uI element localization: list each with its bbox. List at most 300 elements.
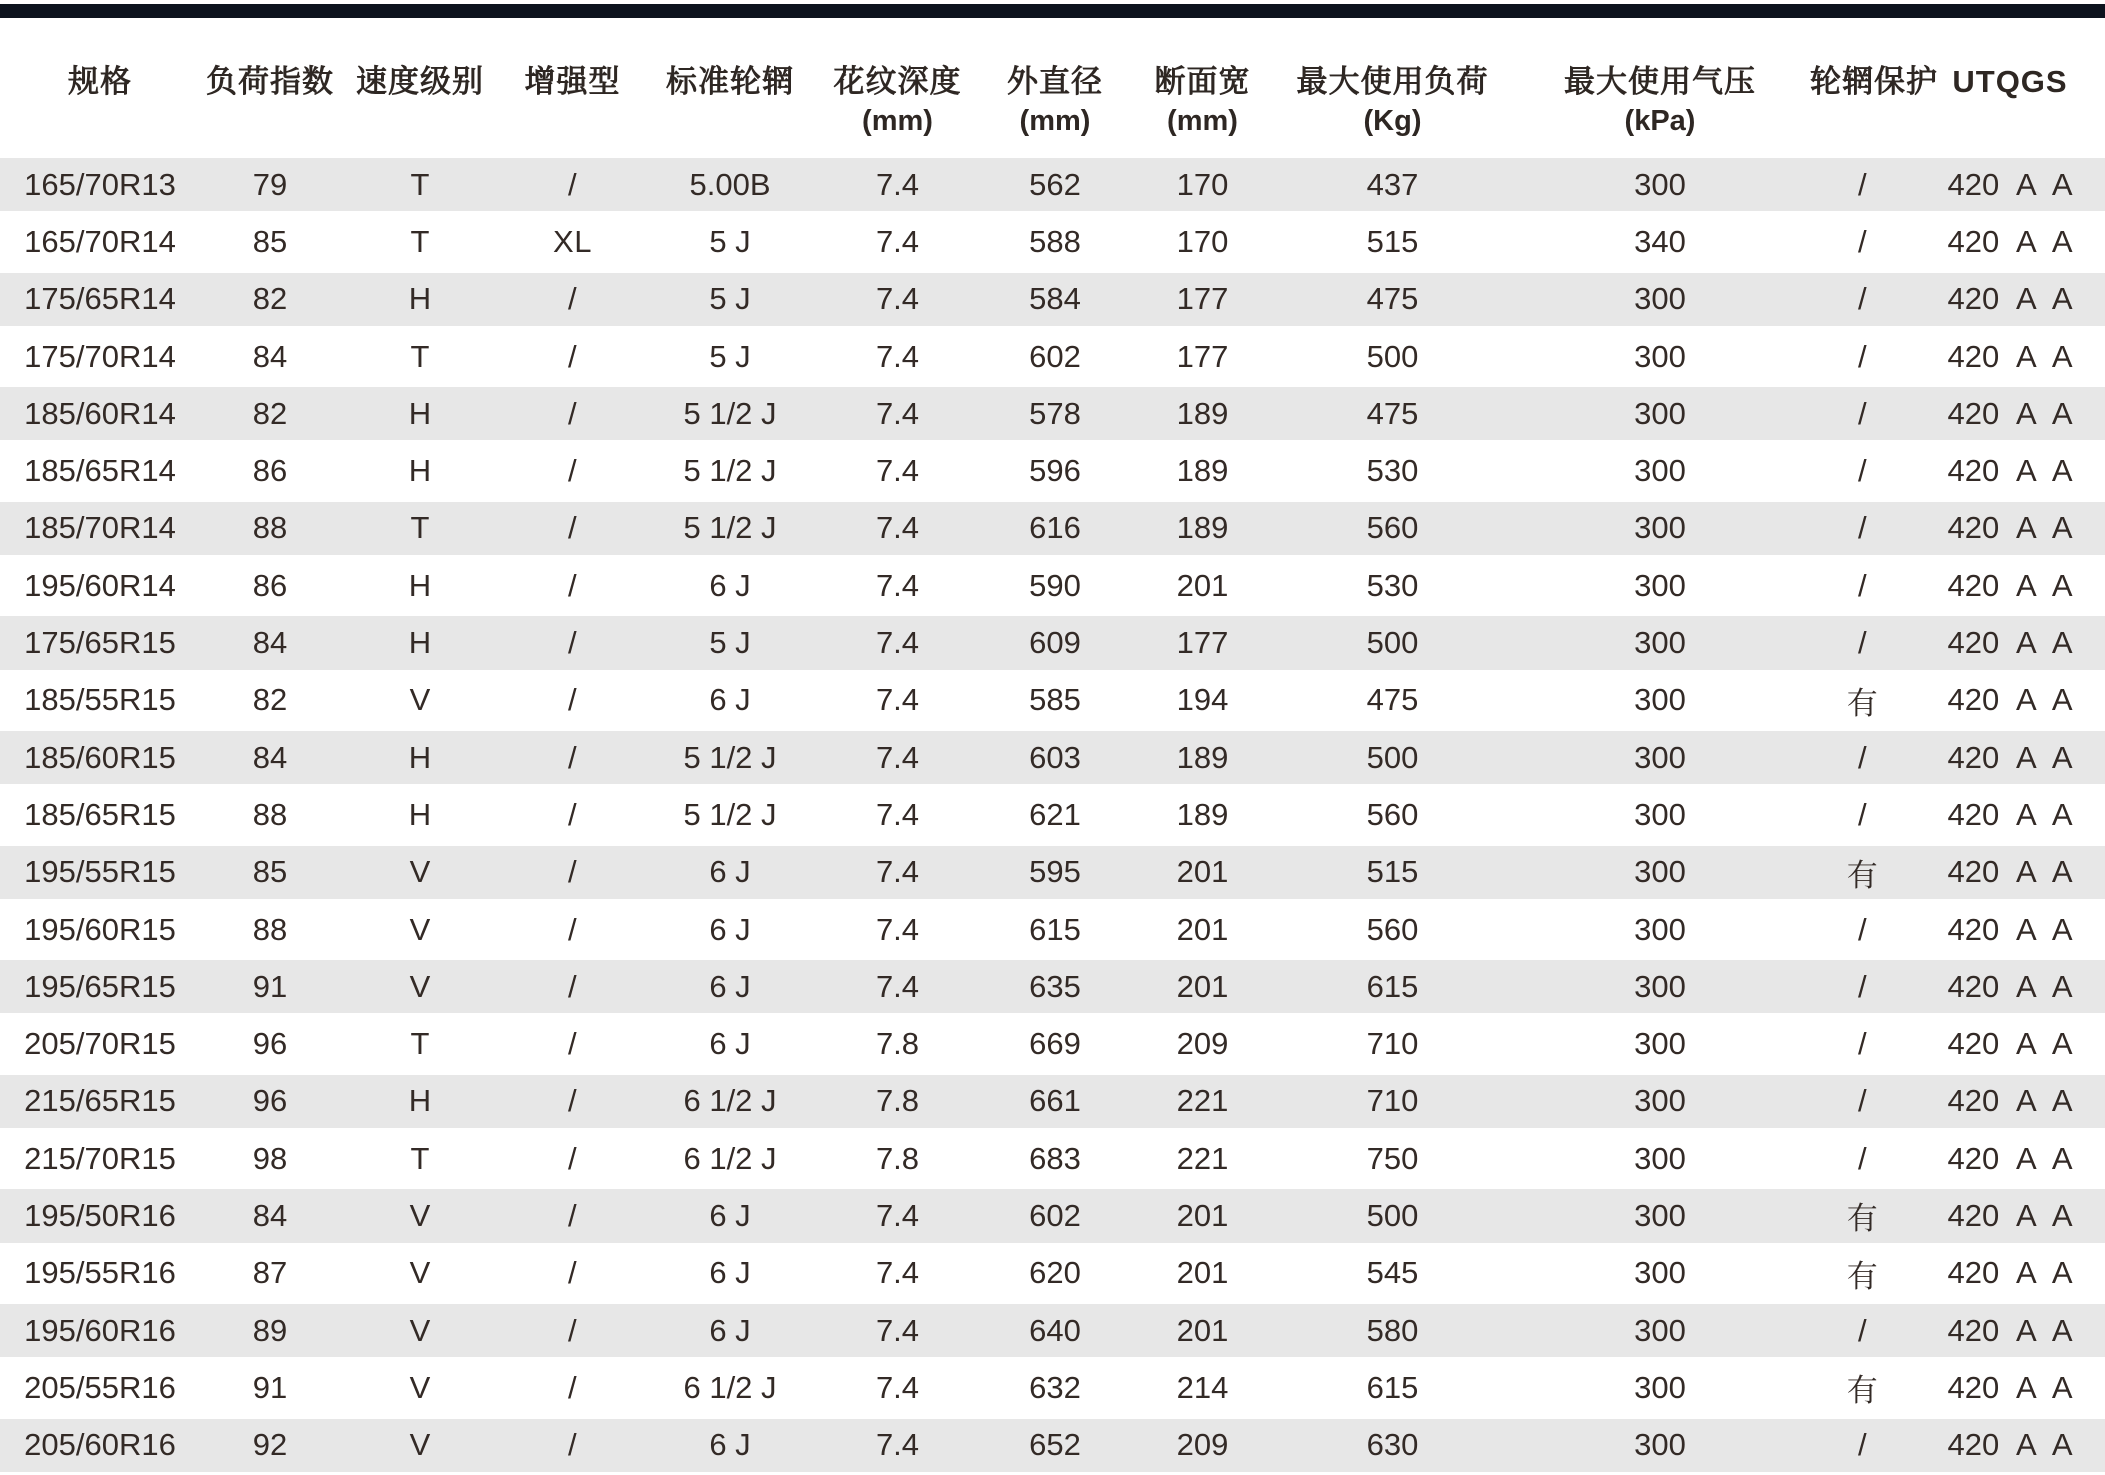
table-row bbox=[0, 1073, 2105, 1130]
table-cell-reinforced: / bbox=[500, 672, 645, 729]
table-cell-section_width: 201 bbox=[1130, 557, 1275, 614]
table-cell-spec: 195/60R16 bbox=[0, 1302, 200, 1359]
table-cell-outer_diameter: 590 bbox=[980, 557, 1130, 614]
table-cell-rim: 6 J bbox=[645, 672, 815, 729]
table-cell-load_index: 84 bbox=[200, 1187, 340, 1244]
table-cell-speed: V bbox=[340, 1302, 500, 1359]
table-cell-rim: 5 J bbox=[645, 213, 815, 270]
table-cell-speed: H bbox=[340, 614, 500, 671]
table-cell-section_width: 177 bbox=[1130, 614, 1275, 671]
column-header-reinforced bbox=[500, 18, 645, 156]
table-row bbox=[0, 1302, 2105, 1359]
table-cell-max_pressure: 300 bbox=[1510, 1073, 1810, 1130]
column-header-rim_protection bbox=[1810, 18, 1938, 156]
table-cell-rim: 6 J bbox=[645, 1187, 815, 1244]
table-cell-max_load: 515 bbox=[1275, 844, 1510, 901]
table-cell-max_load: 475 bbox=[1275, 672, 1510, 729]
table-cell-max_load: 500 bbox=[1275, 729, 1510, 786]
table-cell-tread_depth: 7.4 bbox=[815, 672, 980, 729]
table-cell-tread_depth: 7.4 bbox=[815, 1359, 980, 1416]
table-cell-max_load: 710 bbox=[1275, 1015, 1510, 1072]
table-cell-spec: 165/70R14 bbox=[0, 213, 200, 270]
table-row bbox=[0, 958, 2105, 1015]
table-cell-tread_depth: 7.4 bbox=[815, 1302, 980, 1359]
table-cell-spec: 175/65R15 bbox=[0, 614, 200, 671]
table-cell-max_pressure: 300 bbox=[1510, 557, 1810, 614]
table-row bbox=[0, 1417, 2105, 1472]
table-cell-spec: 185/60R15 bbox=[0, 729, 200, 786]
table-cell-rim_protection: / bbox=[1810, 557, 1915, 614]
table-cell-rim: 5 1/2 J bbox=[645, 442, 815, 499]
table-cell-max_load: 545 bbox=[1275, 1245, 1510, 1302]
table-cell-rim_protection: 有 bbox=[1810, 1359, 1915, 1416]
table-cell-speed: V bbox=[340, 672, 500, 729]
column-header-label: 轮辋保护 bbox=[1810, 64, 1938, 99]
table-cell-max_load: 580 bbox=[1275, 1302, 1510, 1359]
table-cell-reinforced: / bbox=[500, 958, 645, 1015]
table-cell-speed: V bbox=[340, 958, 500, 1015]
table-cell-rim_protection: / bbox=[1810, 614, 1915, 671]
table-cell-section_width: 170 bbox=[1130, 156, 1275, 213]
table-row bbox=[0, 1130, 2105, 1187]
table-cell-utqgs: 420 A A bbox=[1915, 1417, 2105, 1472]
table-cell-reinforced: / bbox=[500, 500, 645, 557]
table-cell-speed: H bbox=[340, 442, 500, 499]
table-cell-load_index: 82 bbox=[200, 672, 340, 729]
table-cell-tread_depth: 7.8 bbox=[815, 1015, 980, 1072]
table-cell-reinforced: / bbox=[500, 901, 645, 958]
table-cell-max_load: 475 bbox=[1275, 271, 1510, 328]
table-cell-speed: V bbox=[340, 901, 500, 958]
table-cell-section_width: 189 bbox=[1130, 729, 1275, 786]
table-cell-reinforced: / bbox=[500, 1302, 645, 1359]
table-cell-max_pressure: 300 bbox=[1510, 1015, 1810, 1072]
table-cell-max_load: 530 bbox=[1275, 442, 1510, 499]
column-header-unit: (mm) bbox=[1019, 105, 1091, 137]
table-cell-outer_diameter: 620 bbox=[980, 1245, 1130, 1302]
table-cell-section_width: 214 bbox=[1130, 1359, 1275, 1416]
table-cell-max_pressure: 300 bbox=[1510, 1187, 1810, 1244]
table-cell-rim_protection: / bbox=[1810, 442, 1915, 499]
table-cell-reinforced: / bbox=[500, 156, 645, 213]
table-cell-tread_depth: 7.4 bbox=[815, 213, 980, 270]
table-cell-spec: 195/55R15 bbox=[0, 844, 200, 901]
column-header-unit: (mm) bbox=[862, 105, 933, 137]
table-row bbox=[0, 614, 2105, 671]
column-header-max_pressure bbox=[1510, 18, 1810, 156]
table-cell-rim_protection: / bbox=[1810, 1417, 1915, 1472]
table-cell-max_load: 615 bbox=[1275, 1359, 1510, 1416]
table-cell-outer_diameter: 562 bbox=[980, 156, 1130, 213]
table-cell-speed: T bbox=[340, 1130, 500, 1187]
table-cell-rim: 5 1/2 J bbox=[645, 385, 815, 442]
table-cell-rim_protection: / bbox=[1810, 271, 1915, 328]
table-cell-rim_protection: / bbox=[1810, 901, 1915, 958]
table-row bbox=[0, 557, 2105, 614]
table-cell-max_load: 500 bbox=[1275, 1187, 1510, 1244]
column-header-label: 外直径 bbox=[1007, 64, 1103, 99]
table-cell-spec: 195/55R16 bbox=[0, 1245, 200, 1302]
table-cell-tread_depth: 7.8 bbox=[815, 1130, 980, 1187]
table-cell-load_index: 88 bbox=[200, 786, 340, 843]
column-header-unit: (Kg) bbox=[1363, 105, 1422, 137]
table-cell-spec: 205/55R16 bbox=[0, 1359, 200, 1416]
table-cell-load_index: 86 bbox=[200, 442, 340, 499]
table-cell-tread_depth: 7.4 bbox=[815, 1245, 980, 1302]
table-cell-rim_protection: / bbox=[1810, 1015, 1915, 1072]
table-cell-outer_diameter: 640 bbox=[980, 1302, 1130, 1359]
table-cell-max_pressure: 300 bbox=[1510, 729, 1810, 786]
table-cell-section_width: 221 bbox=[1130, 1073, 1275, 1130]
table-cell-load_index: 88 bbox=[200, 901, 340, 958]
table-cell-max_pressure: 300 bbox=[1510, 385, 1810, 442]
table-cell-reinforced: / bbox=[500, 557, 645, 614]
table-row bbox=[0, 901, 2105, 958]
table-cell-rim: 5.00B bbox=[645, 156, 815, 213]
table-cell-spec: 215/70R15 bbox=[0, 1130, 200, 1187]
table-cell-spec: 185/65R15 bbox=[0, 786, 200, 843]
table-cell-reinforced: / bbox=[500, 442, 645, 499]
table-cell-spec: 205/70R15 bbox=[0, 1015, 200, 1072]
table-cell-max_load: 500 bbox=[1275, 614, 1510, 671]
column-header-label: 断面宽 bbox=[1154, 64, 1251, 99]
table-cell-section_width: 201 bbox=[1130, 958, 1275, 1015]
table-cell-rim_protection: 有 bbox=[1810, 672, 1915, 729]
table-row bbox=[0, 271, 2105, 328]
table-cell-rim: 5 J bbox=[645, 614, 815, 671]
table-cell-load_index: 82 bbox=[200, 385, 340, 442]
table-cell-spec: 195/50R16 bbox=[0, 1187, 200, 1244]
table-cell-tread_depth: 7.4 bbox=[815, 1187, 980, 1244]
table-cell-load_index: 86 bbox=[200, 557, 340, 614]
table-row bbox=[0, 1187, 2105, 1244]
table-cell-max_pressure: 300 bbox=[1510, 672, 1810, 729]
table-cell-max_pressure: 300 bbox=[1510, 958, 1810, 1015]
table-cell-section_width: 209 bbox=[1130, 1015, 1275, 1072]
table-cell-max_load: 515 bbox=[1275, 213, 1510, 270]
table-cell-reinforced: / bbox=[500, 271, 645, 328]
table-cell-load_index: 84 bbox=[200, 729, 340, 786]
table-cell-max_pressure: 300 bbox=[1510, 1130, 1810, 1187]
table-cell-utqgs: 420 A A bbox=[1915, 1015, 2105, 1072]
table-cell-outer_diameter: 669 bbox=[980, 1015, 1130, 1072]
column-header-rim bbox=[645, 18, 815, 156]
table-cell-load_index: 85 bbox=[200, 213, 340, 270]
column-header-label: 标准轮辋 bbox=[666, 64, 794, 99]
table-cell-rim_protection: / bbox=[1810, 1302, 1915, 1359]
table-cell-load_index: 82 bbox=[200, 271, 340, 328]
table-cell-load_index: 85 bbox=[200, 844, 340, 901]
table-cell-outer_diameter: 615 bbox=[980, 901, 1130, 958]
table-cell-load_index: 91 bbox=[200, 1359, 340, 1416]
table-cell-load_index: 84 bbox=[200, 328, 340, 385]
table-cell-utqgs: 420 A A bbox=[1915, 1245, 2105, 1302]
table-cell-outer_diameter: 602 bbox=[980, 328, 1130, 385]
table-cell-tread_depth: 7.4 bbox=[815, 1417, 980, 1472]
table-cell-speed: H bbox=[340, 385, 500, 442]
table-cell-rim_protection: / bbox=[1810, 500, 1915, 557]
table-cell-reinforced: / bbox=[500, 1187, 645, 1244]
table-cell-utqgs: 420 A A bbox=[1915, 328, 2105, 385]
table-cell-speed: H bbox=[340, 1073, 500, 1130]
table-cell-section_width: 189 bbox=[1130, 786, 1275, 843]
table-cell-load_index: 96 bbox=[200, 1073, 340, 1130]
table-cell-utqgs: 420 A A bbox=[1915, 614, 2105, 671]
table-cell-rim: 5 1/2 J bbox=[645, 500, 815, 557]
table-cell-load_index: 98 bbox=[200, 1130, 340, 1187]
table-cell-section_width: 194 bbox=[1130, 672, 1275, 729]
table-cell-reinforced: / bbox=[500, 1359, 645, 1416]
table-row bbox=[0, 156, 2105, 213]
table-cell-rim: 6 J bbox=[645, 1245, 815, 1302]
table-cell-spec: 165/70R13 bbox=[0, 156, 200, 213]
table-cell-load_index: 84 bbox=[200, 614, 340, 671]
table-cell-load_index: 91 bbox=[200, 958, 340, 1015]
table-cell-max_load: 560 bbox=[1275, 500, 1510, 557]
table-cell-utqgs: 420 A A bbox=[1915, 844, 2105, 901]
table-cell-spec: 185/70R14 bbox=[0, 500, 200, 557]
column-header-unit: (mm) bbox=[1167, 105, 1238, 137]
table-cell-outer_diameter: 584 bbox=[980, 271, 1130, 328]
column-header-label: 规格 bbox=[68, 64, 132, 99]
table-cell-rim_protection: / bbox=[1810, 213, 1915, 270]
table-cell-rim: 6 J bbox=[645, 1417, 815, 1472]
table-cell-max_pressure: 300 bbox=[1510, 271, 1810, 328]
column-header-label: 负荷指数 bbox=[206, 64, 334, 99]
table-cell-utqgs: 420 A A bbox=[1915, 156, 2105, 213]
table-cell-max_pressure: 340 bbox=[1510, 213, 1810, 270]
column-header-load_index bbox=[200, 18, 340, 156]
column-header-label: 花纹深度 bbox=[833, 64, 962, 99]
table-cell-spec: 205/60R16 bbox=[0, 1417, 200, 1472]
column-header-outer_diameter bbox=[980, 18, 1130, 156]
table-cell-section_width: 201 bbox=[1130, 1245, 1275, 1302]
table-cell-utqgs: 420 A A bbox=[1915, 1187, 2105, 1244]
table-row bbox=[0, 1359, 2105, 1416]
table-cell-tread_depth: 7.8 bbox=[815, 1073, 980, 1130]
table-cell-utqgs: 420 A A bbox=[1915, 901, 2105, 958]
table-cell-section_width: 201 bbox=[1130, 1187, 1275, 1244]
table-cell-rim_protection: / bbox=[1810, 786, 1915, 843]
table-cell-tread_depth: 7.4 bbox=[815, 500, 980, 557]
table-cell-max_pressure: 300 bbox=[1510, 1302, 1810, 1359]
table-cell-rim: 5 1/2 J bbox=[645, 729, 815, 786]
table-row bbox=[0, 385, 2105, 442]
table-cell-utqgs: 420 A A bbox=[1915, 672, 2105, 729]
table-cell-rim: 6 J bbox=[645, 958, 815, 1015]
table-cell-utqgs: 420 A A bbox=[1915, 786, 2105, 843]
table-cell-max_pressure: 300 bbox=[1510, 156, 1810, 213]
table-cell-outer_diameter: 661 bbox=[980, 1073, 1130, 1130]
table-row bbox=[0, 442, 2105, 499]
table-cell-outer_diameter: 621 bbox=[980, 786, 1130, 843]
table-cell-rim: 6 J bbox=[645, 844, 815, 901]
column-header-label: 最大使用负荷 bbox=[1296, 64, 1489, 99]
table-cell-tread_depth: 7.4 bbox=[815, 385, 980, 442]
table-cell-outer_diameter: 595 bbox=[980, 844, 1130, 901]
table-row bbox=[0, 328, 2105, 385]
column-header-section_width bbox=[1130, 18, 1275, 156]
table-cell-rim_protection: / bbox=[1810, 1073, 1915, 1130]
table-cell-section_width: 209 bbox=[1130, 1417, 1275, 1472]
table-cell-rim_protection: 有 bbox=[1810, 1245, 1915, 1302]
table-cell-spec: 215/65R15 bbox=[0, 1073, 200, 1130]
table-cell-rim_protection: 有 bbox=[1810, 1187, 1915, 1244]
table-cell-max_load: 560 bbox=[1275, 901, 1510, 958]
header-row bbox=[0, 18, 2105, 156]
table-cell-speed: V bbox=[340, 1359, 500, 1416]
table-cell-utqgs: 420 A A bbox=[1915, 557, 2105, 614]
table-cell-section_width: 221 bbox=[1130, 1130, 1275, 1187]
table-cell-load_index: 89 bbox=[200, 1302, 340, 1359]
table-cell-rim_protection: / bbox=[1810, 328, 1915, 385]
table-cell-section_width: 177 bbox=[1130, 328, 1275, 385]
table-cell-tread_depth: 7.4 bbox=[815, 557, 980, 614]
table-cell-load_index: 88 bbox=[200, 500, 340, 557]
table-cell-speed: V bbox=[340, 1245, 500, 1302]
column-header-max_load bbox=[1275, 18, 1510, 156]
column-header-label: 增强型 bbox=[524, 64, 621, 99]
table-cell-outer_diameter: 596 bbox=[980, 442, 1130, 499]
table-cell-rim_protection: 有 bbox=[1810, 844, 1915, 901]
table-row bbox=[0, 786, 2105, 843]
table-cell-max_load: 560 bbox=[1275, 786, 1510, 843]
table-cell-rim: 5 1/2 J bbox=[645, 786, 815, 843]
table-cell-max_load: 750 bbox=[1275, 1130, 1510, 1187]
table-cell-spec: 195/65R15 bbox=[0, 958, 200, 1015]
table-cell-max_load: 437 bbox=[1275, 156, 1510, 213]
table-cell-load_index: 92 bbox=[200, 1417, 340, 1472]
table-cell-load_index: 96 bbox=[200, 1015, 340, 1072]
table-cell-speed: T bbox=[340, 156, 500, 213]
table-cell-reinforced: / bbox=[500, 1073, 645, 1130]
table-cell-section_width: 189 bbox=[1130, 500, 1275, 557]
table-cell-utqgs: 420 A A bbox=[1915, 1073, 2105, 1130]
top-accent-bar bbox=[0, 4, 2105, 18]
table-cell-reinforced: / bbox=[500, 729, 645, 786]
table-cell-tread_depth: 7.4 bbox=[815, 844, 980, 901]
table-cell-utqgs: 420 A A bbox=[1915, 271, 2105, 328]
table-cell-spec: 195/60R15 bbox=[0, 901, 200, 958]
table-cell-reinforced: XL bbox=[500, 213, 645, 270]
table-cell-section_width: 201 bbox=[1130, 1302, 1275, 1359]
table-cell-reinforced: / bbox=[500, 786, 645, 843]
table-cell-reinforced: / bbox=[500, 614, 645, 671]
table-cell-max_pressure: 300 bbox=[1510, 901, 1810, 958]
table-cell-outer_diameter: 602 bbox=[980, 1187, 1130, 1244]
table-cell-max_load: 710 bbox=[1275, 1073, 1510, 1130]
column-header-label: 最大使用气压 bbox=[1564, 64, 1756, 99]
table-cell-utqgs: 420 A A bbox=[1915, 213, 2105, 270]
table-cell-section_width: 170 bbox=[1130, 213, 1275, 270]
table-cell-speed: T bbox=[340, 328, 500, 385]
table-cell-utqgs: 420 A A bbox=[1915, 729, 2105, 786]
table-cell-reinforced: / bbox=[500, 328, 645, 385]
table-cell-rim_protection: / bbox=[1810, 385, 1915, 442]
table-cell-load_index: 79 bbox=[200, 156, 340, 213]
table-cell-section_width: 189 bbox=[1130, 442, 1275, 499]
table-cell-max_pressure: 300 bbox=[1510, 1245, 1810, 1302]
table-cell-speed: V bbox=[340, 844, 500, 901]
column-header-spec bbox=[0, 18, 200, 156]
table-cell-tread_depth: 7.4 bbox=[815, 328, 980, 385]
table-cell-outer_diameter: 578 bbox=[980, 385, 1130, 442]
table-cell-section_width: 201 bbox=[1130, 844, 1275, 901]
table-cell-tread_depth: 7.4 bbox=[815, 271, 980, 328]
table-cell-spec: 195/60R14 bbox=[0, 557, 200, 614]
table-cell-rim_protection: / bbox=[1810, 1130, 1915, 1187]
table-cell-spec: 185/65R14 bbox=[0, 442, 200, 499]
table-row bbox=[0, 844, 2105, 901]
table-cell-rim: 6 J bbox=[645, 1015, 815, 1072]
table-cell-load_index: 87 bbox=[200, 1245, 340, 1302]
table-cell-reinforced: / bbox=[500, 1130, 645, 1187]
table-row bbox=[0, 500, 2105, 557]
table-cell-max_pressure: 300 bbox=[1510, 328, 1810, 385]
table-cell-rim_protection: / bbox=[1810, 729, 1915, 786]
table-cell-rim: 6 J bbox=[645, 1302, 815, 1359]
table-cell-speed: H bbox=[340, 557, 500, 614]
column-header-label: UTQGS bbox=[1952, 64, 2068, 99]
table-cell-spec: 175/70R14 bbox=[0, 328, 200, 385]
table-cell-section_width: 177 bbox=[1130, 271, 1275, 328]
column-header-label: 速度级别 bbox=[356, 64, 484, 99]
table-cell-rim: 5 J bbox=[645, 271, 815, 328]
table-cell-tread_depth: 7.4 bbox=[815, 901, 980, 958]
table-cell-speed: T bbox=[340, 1015, 500, 1072]
table-cell-rim: 6 1/2 J bbox=[645, 1130, 815, 1187]
table-cell-utqgs: 420 A A bbox=[1915, 442, 2105, 499]
table-cell-speed: H bbox=[340, 786, 500, 843]
table-cell-section_width: 201 bbox=[1130, 901, 1275, 958]
table-cell-speed: H bbox=[340, 729, 500, 786]
table-cell-rim: 6 1/2 J bbox=[645, 1359, 815, 1416]
table-body bbox=[0, 156, 2105, 1472]
table-cell-spec: 185/55R15 bbox=[0, 672, 200, 729]
table-cell-rim_protection: / bbox=[1810, 958, 1915, 1015]
table-cell-spec: 185/60R14 bbox=[0, 385, 200, 442]
table-cell-speed: V bbox=[340, 1417, 500, 1472]
table-cell-max_load: 475 bbox=[1275, 385, 1510, 442]
table-cell-outer_diameter: 632 bbox=[980, 1359, 1130, 1416]
table-cell-speed: T bbox=[340, 213, 500, 270]
table-cell-rim: 5 J bbox=[645, 328, 815, 385]
table-cell-utqgs: 420 A A bbox=[1915, 958, 2105, 1015]
table-cell-max_pressure: 300 bbox=[1510, 614, 1810, 671]
table-cell-max_pressure: 300 bbox=[1510, 1417, 1810, 1472]
table-cell-utqgs: 420 A A bbox=[1915, 385, 2105, 442]
table-cell-spec: 175/65R14 bbox=[0, 271, 200, 328]
table-cell-outer_diameter: 635 bbox=[980, 958, 1130, 1015]
table-cell-max_pressure: 300 bbox=[1510, 786, 1810, 843]
table-cell-max_load: 615 bbox=[1275, 958, 1510, 1015]
table-cell-tread_depth: 7.4 bbox=[815, 786, 980, 843]
table-cell-rim: 6 1/2 J bbox=[645, 1073, 815, 1130]
table-cell-max_pressure: 300 bbox=[1510, 1359, 1810, 1416]
table-cell-rim: 6 J bbox=[645, 557, 815, 614]
table-cell-section_width: 189 bbox=[1130, 385, 1275, 442]
table-cell-speed: H bbox=[340, 271, 500, 328]
column-header-tread_depth bbox=[815, 18, 980, 156]
table-cell-outer_diameter: 683 bbox=[980, 1130, 1130, 1187]
table-cell-tread_depth: 7.4 bbox=[815, 614, 980, 671]
table-cell-outer_diameter: 652 bbox=[980, 1417, 1130, 1472]
table-cell-tread_depth: 7.4 bbox=[815, 442, 980, 499]
table-cell-max_pressure: 300 bbox=[1510, 844, 1810, 901]
column-header-speed bbox=[340, 18, 500, 156]
table-cell-max_pressure: 300 bbox=[1510, 500, 1810, 557]
table-cell-outer_diameter: 588 bbox=[980, 213, 1130, 270]
